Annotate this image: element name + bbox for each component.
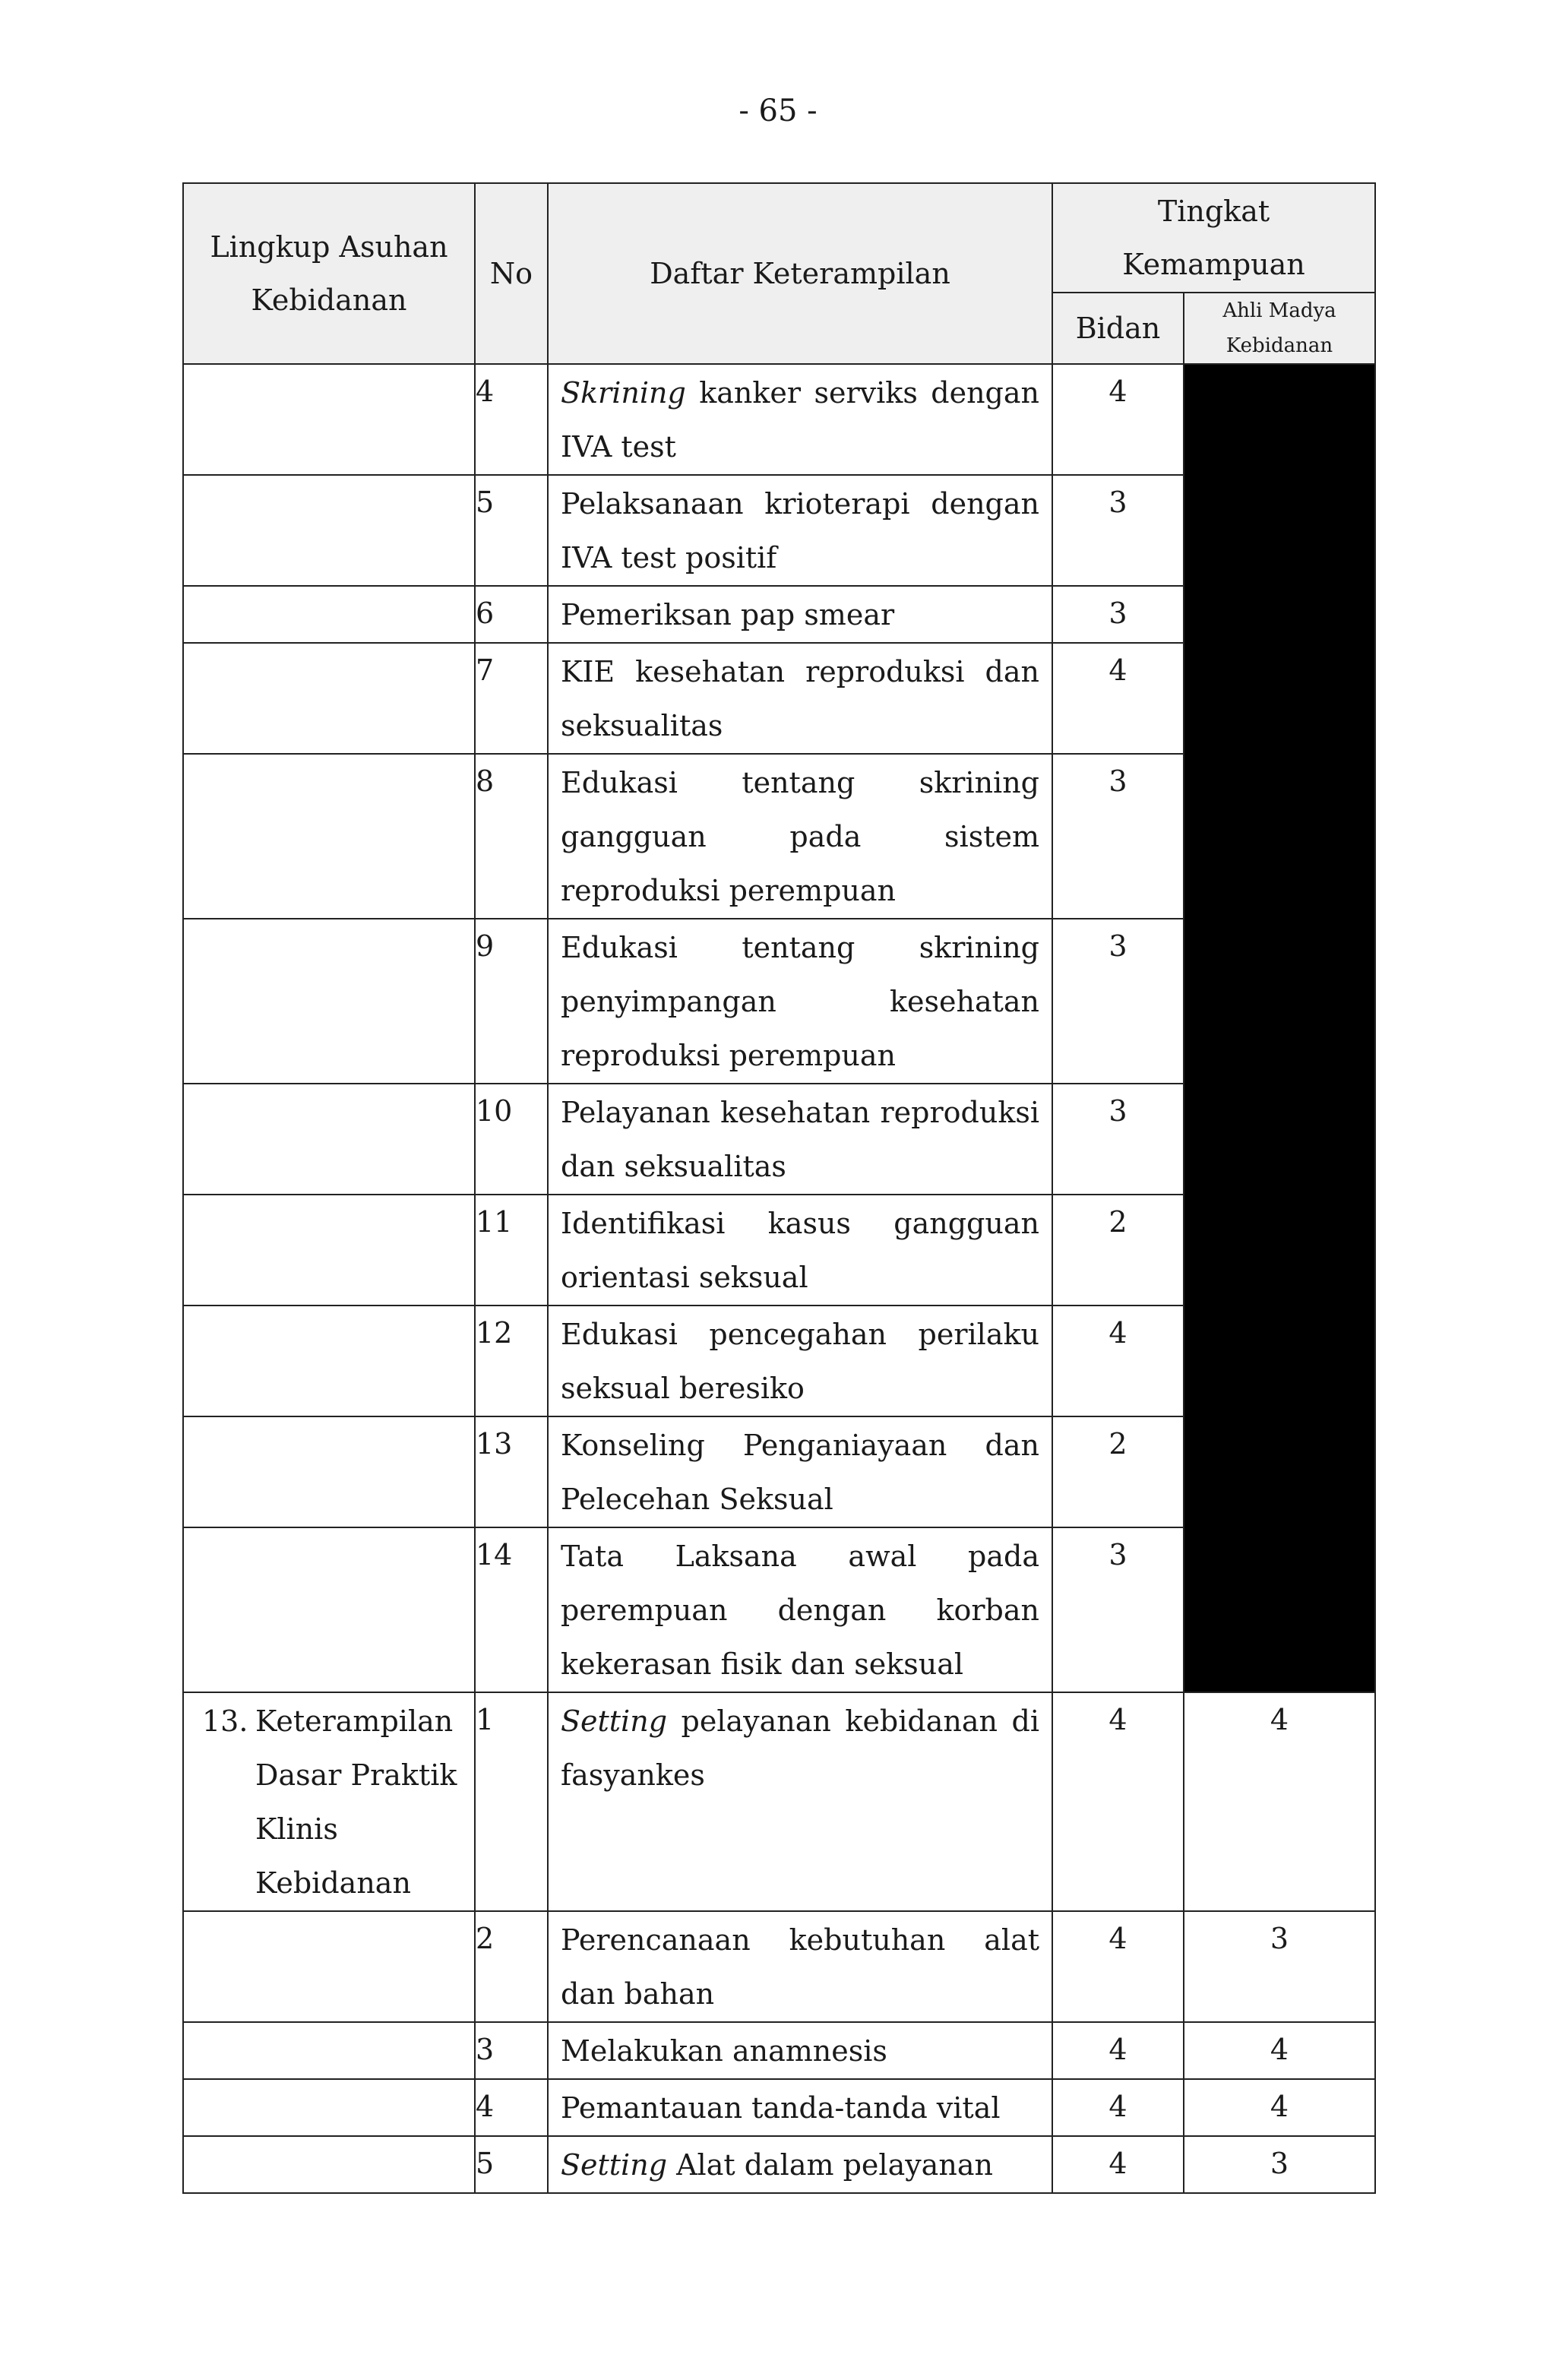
skill-text: Melakukan anamnesis [561, 2034, 887, 2068]
skills-table [182, 182, 1376, 2194]
skill-cell [548, 643, 1052, 754]
ahli-madya-shaded-cell [1184, 364, 1375, 1692]
skill-number: 4 [475, 364, 548, 475]
table-row [183, 1692, 1375, 1911]
skill-number: 10 [475, 1084, 548, 1195]
scope-number: 13. [202, 1704, 248, 1738]
table-row [183, 1911, 1375, 2022]
bidan-level: 4 [1052, 364, 1184, 475]
skill-cell [548, 1527, 1052, 1692]
bidan-level: 4 [1052, 643, 1184, 754]
bidan-level: 4 [1052, 1911, 1184, 2022]
bidan-level: 3 [1052, 475, 1184, 586]
skill-cell [548, 1692, 1052, 1911]
scope-cell [183, 1527, 475, 1692]
skill-number: 6 [475, 586, 548, 643]
scope-cell [183, 1306, 475, 1416]
ahli-madya-level: 4 [1184, 1692, 1375, 1911]
scope-cell [183, 1084, 475, 1195]
skill-number: 4 [475, 2079, 548, 2136]
skill-number: 9 [475, 919, 548, 1084]
skill-number: 1 [475, 1692, 548, 1911]
table-row [183, 364, 1375, 475]
skill-text: Pemantauan tanda-tanda vital [561, 2091, 1001, 2125]
bidan-level: 4 [1052, 1692, 1184, 1911]
scope-cell [183, 1911, 475, 2022]
scope-cell [183, 1692, 475, 1911]
scope-cell [183, 2079, 475, 2136]
bidan-level: 3 [1052, 754, 1184, 919]
ahli-madya-level: 4 [1184, 2079, 1375, 2136]
skill-number: 2 [475, 1911, 548, 2022]
scope-cell [183, 2136, 475, 2193]
bidan-level: 3 [1052, 1527, 1184, 1692]
scope-cell [183, 364, 475, 475]
header-ahli-madya: Ahli Madya Kebidanan [1184, 293, 1375, 364]
skill-number: 8 [475, 754, 548, 919]
scope-cell [183, 2022, 475, 2079]
scope-cell [183, 919, 475, 1084]
bidan-level: 4 [1052, 2136, 1184, 2193]
skill-text: Pemeriksan pap smear [561, 598, 895, 631]
table-row [183, 2136, 1375, 2193]
skill-number: 7 [475, 643, 548, 754]
skill-cell [548, 1084, 1052, 1195]
skill-italic-term: Skrining [561, 376, 686, 410]
skill-text: Edukasi tentang skrining penyimpangan kesehatan reproduksi perempuan [561, 931, 1039, 1072]
ahli-madya-level: 4 [1184, 2022, 1375, 2079]
skill-cell [548, 2136, 1052, 2193]
scope-label: Keterampilan Dasar Praktik Klinis Kebidanan [255, 1704, 457, 1900]
header-skills: Daftar Keterampilan [548, 183, 1052, 364]
bidan-level: 4 [1052, 2079, 1184, 2136]
scope-cell [183, 1195, 475, 1306]
skill-text: KIE kesehatan reproduksi dan seksualitas [561, 655, 1039, 742]
bidan-level: 3 [1052, 919, 1184, 1084]
skill-text: Konseling Penganiayaan dan Pelecehan Seksual [561, 1429, 1039, 1516]
header-scope: Lingkup Asuhan Kebidanan [183, 183, 475, 364]
skill-number: 14 [475, 1527, 548, 1692]
ahli-madya-level: 3 [1184, 2136, 1375, 2193]
skill-text: Pelaksanaan krioterapi dengan IVA test positif [561, 487, 1039, 574]
skill-number: 3 [475, 2022, 548, 2079]
skill-cell [548, 1306, 1052, 1416]
skill-text: Identifikasi kasus gangguan orientasi seksual [561, 1207, 1039, 1294]
skill-text: pelayanan kebidanan di fasyankes [561, 1704, 1039, 1792]
skill-text: Pelayanan kesehatan reproduksi dan seksualitas [561, 1096, 1039, 1183]
skill-text: Tata Laksana awal pada perempuan dengan korban kekerasan fisik dan seksual [561, 1540, 1039, 1681]
bidan-level: 3 [1052, 586, 1184, 643]
skill-italic-term: Setting [561, 2148, 668, 2182]
skill-number: 5 [475, 2136, 548, 2193]
scope-cell [183, 586, 475, 643]
scope-cell [183, 754, 475, 919]
bidan-level: 4 [1052, 1306, 1184, 1416]
skill-number: 11 [475, 1195, 548, 1306]
bidan-level: 4 [1052, 2022, 1184, 2079]
skill-text: Alat dalam pelayanan [667, 2148, 993, 2182]
header-bidan: Bidan [1052, 293, 1184, 364]
header-level: Tingkat Kemampuan [1052, 183, 1375, 293]
skill-number: 12 [475, 1306, 548, 1416]
skill-number: 13 [475, 1416, 548, 1527]
ahli-madya-level: 3 [1184, 1911, 1375, 2022]
skill-cell [548, 919, 1052, 1084]
table-row [183, 2079, 1375, 2136]
skill-cell [548, 586, 1052, 643]
skill-text: Perencanaan kebutuhan alat dan bahan [561, 1923, 1039, 2011]
skill-cell [548, 1911, 1052, 2022]
table-row [183, 2022, 1375, 2079]
skill-number: 5 [475, 475, 548, 586]
skill-italic-term: Setting [561, 1704, 668, 1738]
bidan-level: 2 [1052, 1416, 1184, 1527]
bidan-level: 2 [1052, 1195, 1184, 1306]
scope-cell [183, 643, 475, 754]
skill-text: Edukasi pencegahan perilaku seksual beresiko [561, 1318, 1039, 1405]
scope-cell [183, 475, 475, 586]
skill-text: kanker serviks dengan IVA test [561, 376, 1039, 464]
skill-cell [548, 2022, 1052, 2079]
bidan-level: 3 [1052, 1084, 1184, 1195]
skill-cell [548, 2079, 1052, 2136]
page-number: - 65 - [738, 93, 818, 128]
skill-cell [548, 364, 1052, 475]
skill-cell [548, 1195, 1052, 1306]
header-no: No [475, 183, 548, 364]
scope-cell [183, 1416, 475, 1527]
skill-cell [548, 1416, 1052, 1527]
skill-cell [548, 475, 1052, 586]
skill-cell [548, 754, 1052, 919]
skill-text: Edukasi tentang skrining gangguan pada sistem reproduksi perempuan [561, 766, 1039, 907]
